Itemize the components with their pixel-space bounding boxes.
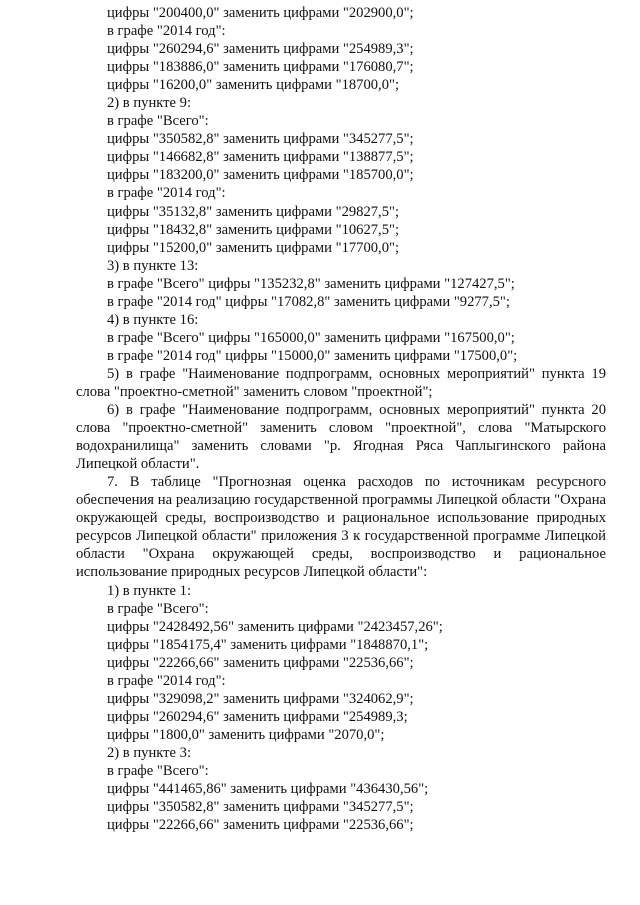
document-page (76, 4, 606, 834)
text-line: цифры "22266,66" заменить цифрами "22536,66"; (107, 817, 414, 834)
text-line: цифры "2428492,56" заменить цифрами "2423457,26"; (107, 618, 443, 635)
text-line: цифры "183886,0" заменить цифрами "176080,7"; (107, 59, 414, 76)
text-line: в графе "2014 год" цифры "15000,0" заменить цифрами "17500,0"; (107, 347, 518, 364)
text-line: в графе "Всего": (107, 113, 209, 130)
text-line: цифры "1854175,4" заменить цифрами "1848870,1"; (107, 636, 429, 653)
text-line: цифры "16200,0" заменить цифрами "18700,0"; (107, 77, 400, 94)
text-line: цифры "350582,8" заменить цифрами "345277,5"; (107, 131, 414, 148)
text-line: 1) в пункте 1: (107, 582, 192, 599)
text-line: цифры "15200,0" заменить цифрами "17700,0"; (107, 239, 400, 256)
text-line: цифры "146682,8" заменить цифрами "138877,5"; (107, 149, 414, 166)
text-line: цифры "183200,0" заменить цифрами "185700,0"; (107, 167, 414, 184)
text-line: 4) в пункте 16: (107, 311, 199, 328)
text-line: в графе "Всего" цифры "135232,8" заменить цифрами "127427,5"; (107, 275, 515, 292)
text-line: цифры "35132,8" заменить цифрами "29827,5"; (107, 203, 400, 220)
paragraph-item-6: 6) в графе "Наименование подпрограмм, основных мероприятий" пункта 20 слова "проектно-сметной" заменить словом "проектной", слова "Матырского водохранилища" заменить словами "р. Ягодная Ряса Чаплыгинского района Липецкой области". (76, 402, 606, 473)
text-line: цифры "200400,0" заменить цифрами "202900,0"; (107, 5, 414, 21)
text-line: 2) в пункте 9: (107, 95, 192, 112)
text-line: 3) в пункте 13: (107, 257, 199, 274)
paragraph-item-7: 7. В таблице "Прогнозная оценка расходов по источникам ресурсного обеспечения на реализацию государственной программы Липецкой области "Охрана окружающей среды, воспроизводство и рациональное использование природных ресурсов Липецкой области" приложения 3 к государственной программе Липецкой области "Охрана окружающей среды, воспроизводство и рациональное использование природных ресурсов Липецкой области": (76, 474, 606, 581)
text-line: цифры "350582,8" заменить цифрами "345277,5"; (107, 799, 414, 816)
text-line: в графе "Всего": (107, 762, 209, 779)
text-line: в графе "2014 год": (107, 185, 226, 202)
text-line: в графе "Всего": (107, 600, 209, 617)
text-line: в графе "2014 год": (107, 23, 226, 40)
paragraph-item-5: 5) в графе "Наименование подпрограмм, основных мероприятий" пункта 19 слова "проектно-сметной" заменить словом "проектной"; (76, 365, 606, 400)
text-line: цифры "260294,6" заменить цифрами "254989,3"; (107, 41, 414, 58)
text-line: в графе "2014 год": (107, 672, 226, 689)
text-line: цифры "329098,2" заменить цифрами "324062,9"; (107, 690, 414, 707)
text-line: цифры "260294,6" заменить цифрами "254989,3; (107, 708, 408, 725)
text-line: цифры "441465,86" заменить цифрами "436430,56"; (107, 781, 429, 798)
text-line: 2) в пункте 3: (107, 744, 192, 761)
text-line: цифры "22266,66" заменить цифрами "22536,66"; (107, 654, 414, 671)
text-line: цифры "18432,8" заменить цифрами "10627,5"; (107, 221, 400, 238)
text-line: в графе "2014 год" цифры "17082,8" заменить цифрами "9277,5"; (107, 293, 510, 310)
text-line: в графе "Всего" цифры "165000,0" заменить цифрами "167500,0"; (107, 329, 515, 346)
text-line: цифры "1800,0" заменить цифрами "2070,0"; (107, 726, 385, 743)
